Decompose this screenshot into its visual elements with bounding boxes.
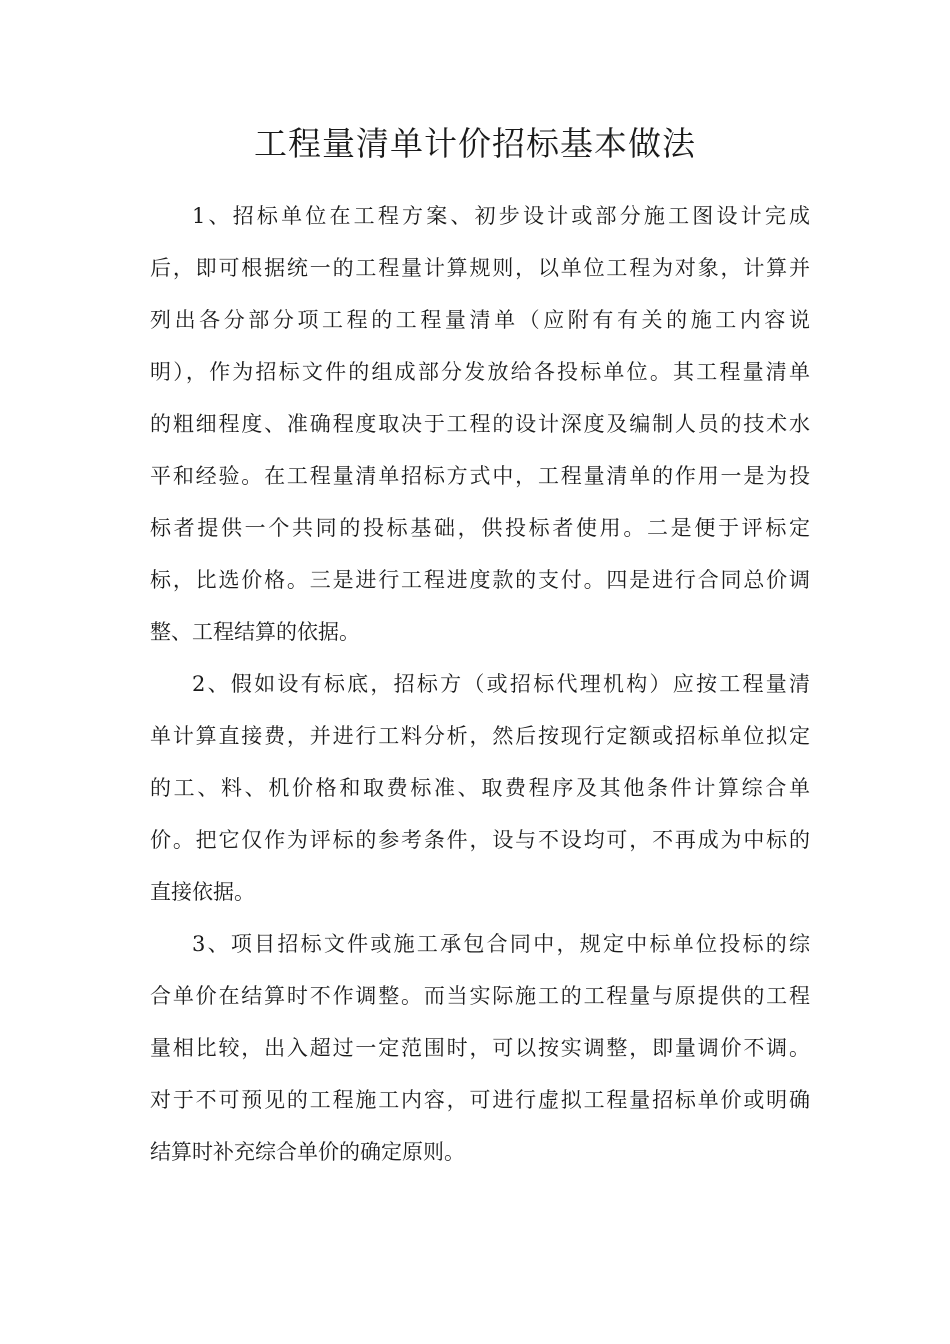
paragraph-1 — [150, 190, 810, 658]
text-line: 1、招标单位在工程方案、初步设计或部分施工图设计完成 — [192, 204, 810, 228]
text-line: 标，比选价格。三是进行工程进度款的支付。四是进行合同总价调 — [150, 568, 810, 592]
text-line: 明），作为招标文件的组成部分发放给各投标单位。其工程量清单 — [150, 360, 810, 384]
text-line: 合单价在结算时不作调整。而当实际施工的工程量与原提供的工程 — [150, 984, 810, 1008]
text-line: 的粗细程度、准确程度取决于工程的设计深度及编制人员的技术水 — [150, 412, 810, 436]
text-line: 列出各分部分项工程的工程量清单（应附有有关的施工内容说 — [150, 308, 810, 332]
text-line: 的工、料、机价格和取费标准、取费程序及其他条件计算综合单 — [150, 776, 810, 800]
text-line: 结算时补充综合单价的确定原则。 — [150, 1140, 465, 1164]
text-line: 量相比较，出入超过一定范围时，可以按实调整，即量调价不调。 — [150, 1036, 810, 1060]
paragraph-2 — [150, 658, 810, 918]
text-line: 标者提供一个共同的投标基础，供投标者使用。二是便于评标定 — [150, 516, 810, 540]
text-line: 单计算直接费，并进行工料分析，然后按现行定额或招标单位拟定 — [150, 724, 810, 748]
document-body — [150, 190, 810, 1178]
text-line: 直接依据。 — [150, 880, 255, 904]
text-line: 对于不可预见的工程施工内容，可进行虚拟工程量招标单价或明确 — [150, 1088, 810, 1112]
document-title: 工程量清单计价招标基本做法 — [254, 124, 696, 163]
text-line: 价。把它仅作为评标的参考条件，设与不设均可，不再成为中标的 — [150, 828, 810, 852]
text-line: 3、项目招标文件或施工承包合同中，规定中标单位投标的综 — [192, 932, 810, 956]
text-line: 平和经验。在工程量清单招标方式中，工程量清单的作用一是为投 — [150, 464, 810, 488]
text-line: 2、假如设有标底，招标方（或招标代理机构）应按工程量清 — [192, 672, 810, 696]
paragraph-3 — [150, 918, 810, 1178]
text-line: 后，即可根据统一的工程量计算规则，以单位工程为对象，计算并 — [150, 256, 810, 280]
text-line: 整、工程结算的依据。 — [150, 620, 360, 644]
